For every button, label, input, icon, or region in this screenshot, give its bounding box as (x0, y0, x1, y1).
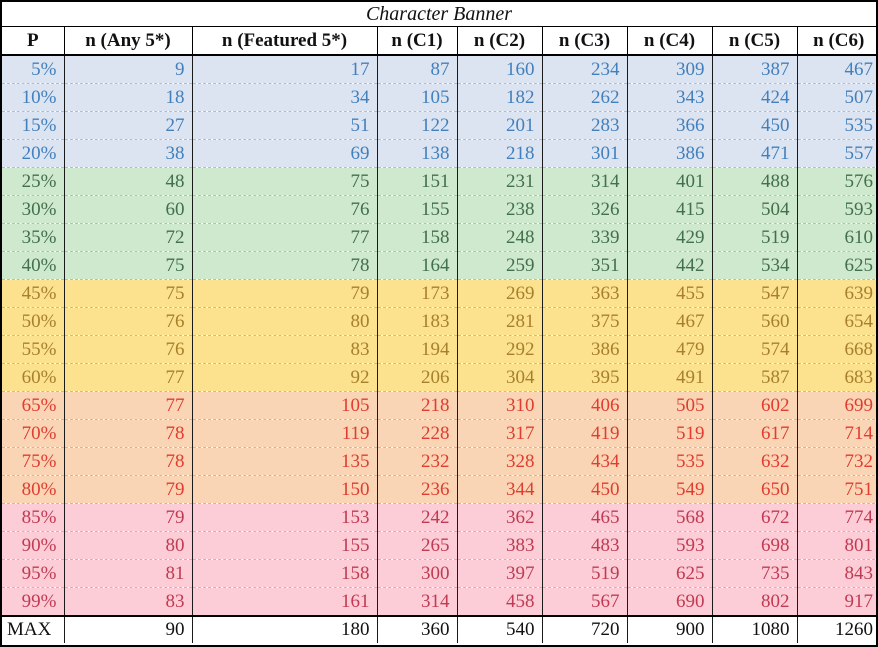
count-cell: 76 (192, 196, 377, 224)
count-cell: 105 (377, 84, 457, 112)
count-cell: 75 (192, 168, 377, 196)
count-cell: 75 (64, 280, 192, 308)
count-cell: 314 (377, 588, 457, 617)
count-cell: 218 (457, 140, 542, 168)
probability-cell: 75% (2, 448, 64, 476)
table-row (2, 84, 878, 112)
count-cell: 419 (542, 420, 627, 448)
count-cell: 173 (377, 280, 457, 308)
count-cell: 366 (627, 112, 712, 140)
count-cell: 135 (192, 448, 377, 476)
probability-cell: 5% (2, 55, 64, 84)
count-cell: 314 (542, 168, 627, 196)
count-cell: 632 (712, 448, 797, 476)
count-cell: 27 (64, 112, 192, 140)
count-cell: 479 (627, 336, 712, 364)
table-row (2, 420, 878, 448)
count-cell: 802 (712, 588, 797, 617)
count-cell: 467 (797, 55, 878, 84)
count-cell: 774 (797, 504, 878, 532)
count-cell: 158 (377, 224, 457, 252)
table-row (2, 280, 878, 308)
count-cell: 326 (542, 196, 627, 224)
count-cell: 90 (64, 616, 192, 643)
count-cell: 34 (192, 84, 377, 112)
count-cell: 383 (457, 532, 542, 560)
count-cell: 401 (627, 168, 712, 196)
table-row (2, 448, 878, 476)
column-header: n (Featured 5*) (192, 27, 377, 55)
count-cell: 72 (64, 224, 192, 252)
column-header: n (C2) (457, 27, 542, 55)
count-cell: 138 (377, 140, 457, 168)
count-cell: 201 (457, 112, 542, 140)
table-row (2, 196, 878, 224)
count-cell: 450 (542, 476, 627, 504)
count-cell: 535 (627, 448, 712, 476)
count-cell: 150 (192, 476, 377, 504)
count-cell: 654 (797, 308, 878, 336)
count-cell: 574 (712, 336, 797, 364)
probability-cell: 20% (2, 140, 64, 168)
count-cell: 79 (64, 476, 192, 504)
probability-cell: MAX (2, 616, 64, 643)
count-cell: 672 (712, 504, 797, 532)
count-cell: 386 (542, 336, 627, 364)
count-cell: 77 (64, 392, 192, 420)
probability-cell: 30% (2, 196, 64, 224)
probability-cell: 15% (2, 112, 64, 140)
count-cell: 363 (542, 280, 627, 308)
count-cell: 519 (627, 420, 712, 448)
count-cell: 690 (627, 588, 712, 617)
count-cell: 38 (64, 140, 192, 168)
probability-cell: 60% (2, 364, 64, 392)
max-row (2, 616, 878, 643)
count-cell: 343 (627, 84, 712, 112)
table-row (2, 504, 878, 532)
probability-cell: 99% (2, 588, 64, 617)
count-cell: 60 (64, 196, 192, 224)
count-cell: 75 (64, 252, 192, 280)
count-cell: 625 (627, 560, 712, 588)
count-cell: 593 (797, 196, 878, 224)
count-cell: 79 (64, 504, 192, 532)
count-cell: 1260 (797, 616, 878, 643)
count-cell: 194 (377, 336, 457, 364)
count-cell: 625 (797, 252, 878, 280)
count-cell: 900 (627, 616, 712, 643)
count-cell: 351 (542, 252, 627, 280)
count-cell: 78 (64, 448, 192, 476)
count-cell: 801 (797, 532, 878, 560)
count-cell: 153 (192, 504, 377, 532)
table-row (2, 168, 878, 196)
count-cell: 617 (712, 420, 797, 448)
count-cell: 732 (797, 448, 878, 476)
count-cell: 51 (192, 112, 377, 140)
table-row (2, 252, 878, 280)
count-cell: 304 (457, 364, 542, 392)
count-cell: 1080 (712, 616, 797, 643)
count-cell: 519 (542, 560, 627, 588)
count-cell: 259 (457, 252, 542, 280)
count-cell: 77 (192, 224, 377, 252)
count-cell: 80 (64, 532, 192, 560)
probability-cell: 65% (2, 392, 64, 420)
count-cell: 491 (627, 364, 712, 392)
count-cell: 540 (457, 616, 542, 643)
count-cell: 344 (457, 476, 542, 504)
count-cell: 155 (377, 196, 457, 224)
count-cell: 292 (457, 336, 542, 364)
count-cell: 720 (542, 616, 627, 643)
count-cell: 218 (377, 392, 457, 420)
count-cell: 442 (627, 252, 712, 280)
count-cell: 18 (64, 84, 192, 112)
count-cell: 395 (542, 364, 627, 392)
column-header: n (C4) (627, 27, 712, 55)
table-row (2, 55, 878, 84)
probability-cell: 50% (2, 308, 64, 336)
column-header: n (Any 5*) (64, 27, 192, 55)
count-cell: 507 (797, 84, 878, 112)
count-cell: 547 (712, 280, 797, 308)
count-cell: 242 (377, 504, 457, 532)
count-cell: 843 (797, 560, 878, 588)
count-cell: 650 (712, 476, 797, 504)
table-header (2, 27, 878, 55)
count-cell: 80 (192, 308, 377, 336)
table-row (2, 140, 878, 168)
count-cell: 668 (797, 336, 878, 364)
table-row (2, 476, 878, 504)
probability-cell: 55% (2, 336, 64, 364)
count-cell: 917 (797, 588, 878, 617)
count-cell: 455 (627, 280, 712, 308)
count-cell: 164 (377, 252, 457, 280)
count-cell: 262 (542, 84, 627, 112)
count-cell: 424 (712, 84, 797, 112)
table-row (2, 224, 878, 252)
probability-cell: 95% (2, 560, 64, 588)
count-cell: 158 (192, 560, 377, 588)
column-header: P (2, 27, 64, 55)
count-cell: 248 (457, 224, 542, 252)
table-row (2, 364, 878, 392)
count-cell: 429 (627, 224, 712, 252)
count-cell: 458 (457, 588, 542, 617)
count-cell: 593 (627, 532, 712, 560)
count-cell: 228 (377, 420, 457, 448)
table-row (2, 392, 878, 420)
count-cell: 281 (457, 308, 542, 336)
probability-cell: 80% (2, 476, 64, 504)
count-cell: 76 (64, 308, 192, 336)
count-cell: 362 (457, 504, 542, 532)
count-cell: 78 (64, 420, 192, 448)
count-cell: 576 (797, 168, 878, 196)
count-cell: 9 (64, 55, 192, 84)
count-cell: 87 (377, 55, 457, 84)
count-cell: 415 (627, 196, 712, 224)
count-cell: 587 (712, 364, 797, 392)
count-cell: 79 (192, 280, 377, 308)
count-cell: 236 (377, 476, 457, 504)
column-header: n (C6) (797, 27, 878, 55)
probability-cell: 90% (2, 532, 64, 560)
count-cell: 519 (712, 224, 797, 252)
count-cell: 535 (797, 112, 878, 140)
count-cell: 360 (377, 616, 457, 643)
count-cell: 568 (627, 504, 712, 532)
column-header: n (C3) (542, 27, 627, 55)
count-cell: 309 (627, 55, 712, 84)
count-cell: 465 (542, 504, 627, 532)
count-cell: 76 (64, 336, 192, 364)
count-cell: 48 (64, 168, 192, 196)
table-row (2, 336, 878, 364)
probability-cell: 70% (2, 420, 64, 448)
count-cell: 78 (192, 252, 377, 280)
count-cell: 119 (192, 420, 377, 448)
count-cell: 639 (797, 280, 878, 308)
count-cell: 467 (627, 308, 712, 336)
count-cell: 17 (192, 55, 377, 84)
count-cell: 534 (712, 252, 797, 280)
count-cell: 77 (64, 364, 192, 392)
count-cell: 683 (797, 364, 878, 392)
table-row (2, 308, 878, 336)
table-title: Character Banner (2, 2, 876, 27)
table-row (2, 532, 878, 560)
probability-cell: 35% (2, 224, 64, 252)
table-row (2, 588, 878, 617)
count-cell: 283 (542, 112, 627, 140)
count-cell: 714 (797, 420, 878, 448)
table-row (2, 112, 878, 140)
count-cell: 310 (457, 392, 542, 420)
count-cell: 206 (377, 364, 457, 392)
count-cell: 339 (542, 224, 627, 252)
probability-cell: 10% (2, 84, 64, 112)
count-cell: 151 (377, 168, 457, 196)
count-cell: 434 (542, 448, 627, 476)
count-cell: 81 (64, 560, 192, 588)
count-cell: 155 (192, 532, 377, 560)
count-cell: 232 (377, 448, 457, 476)
count-cell: 735 (712, 560, 797, 588)
count-cell: 483 (542, 532, 627, 560)
count-cell: 160 (457, 55, 542, 84)
probability-cell: 40% (2, 252, 64, 280)
count-cell: 567 (542, 588, 627, 617)
count-cell: 406 (542, 392, 627, 420)
column-header: n (C1) (377, 27, 457, 55)
count-cell: 386 (627, 140, 712, 168)
count-cell: 375 (542, 308, 627, 336)
count-cell: 504 (712, 196, 797, 224)
count-cell: 161 (192, 588, 377, 617)
count-cell: 699 (797, 392, 878, 420)
count-cell: 300 (377, 560, 457, 588)
table-row (2, 560, 878, 588)
count-cell: 105 (192, 392, 377, 420)
count-cell: 488 (712, 168, 797, 196)
count-cell: 183 (377, 308, 457, 336)
column-header: n (C5) (712, 27, 797, 55)
count-cell: 269 (457, 280, 542, 308)
header-row (2, 27, 878, 55)
count-cell: 231 (457, 168, 542, 196)
count-cell: 122 (377, 112, 457, 140)
count-cell: 83 (64, 588, 192, 617)
count-cell: 328 (457, 448, 542, 476)
count-cell: 238 (457, 196, 542, 224)
count-cell: 182 (457, 84, 542, 112)
count-cell: 549 (627, 476, 712, 504)
count-cell: 610 (797, 224, 878, 252)
count-cell: 471 (712, 140, 797, 168)
count-cell: 234 (542, 55, 627, 84)
count-cell: 83 (192, 336, 377, 364)
count-cell: 397 (457, 560, 542, 588)
count-cell: 557 (797, 140, 878, 168)
count-cell: 560 (712, 308, 797, 336)
count-cell: 317 (457, 420, 542, 448)
count-cell: 751 (797, 476, 878, 504)
count-cell: 505 (627, 392, 712, 420)
probability-cell: 45% (2, 280, 64, 308)
count-cell: 387 (712, 55, 797, 84)
count-cell: 265 (377, 532, 457, 560)
count-cell: 180 (192, 616, 377, 643)
count-cell: 301 (542, 140, 627, 168)
count-cell: 450 (712, 112, 797, 140)
probability-cell: 85% (2, 504, 64, 532)
count-cell: 698 (712, 532, 797, 560)
count-cell: 69 (192, 140, 377, 168)
count-cell: 602 (712, 392, 797, 420)
probability-table (2, 27, 878, 643)
probability-cell: 25% (2, 168, 64, 196)
count-cell: 92 (192, 364, 377, 392)
